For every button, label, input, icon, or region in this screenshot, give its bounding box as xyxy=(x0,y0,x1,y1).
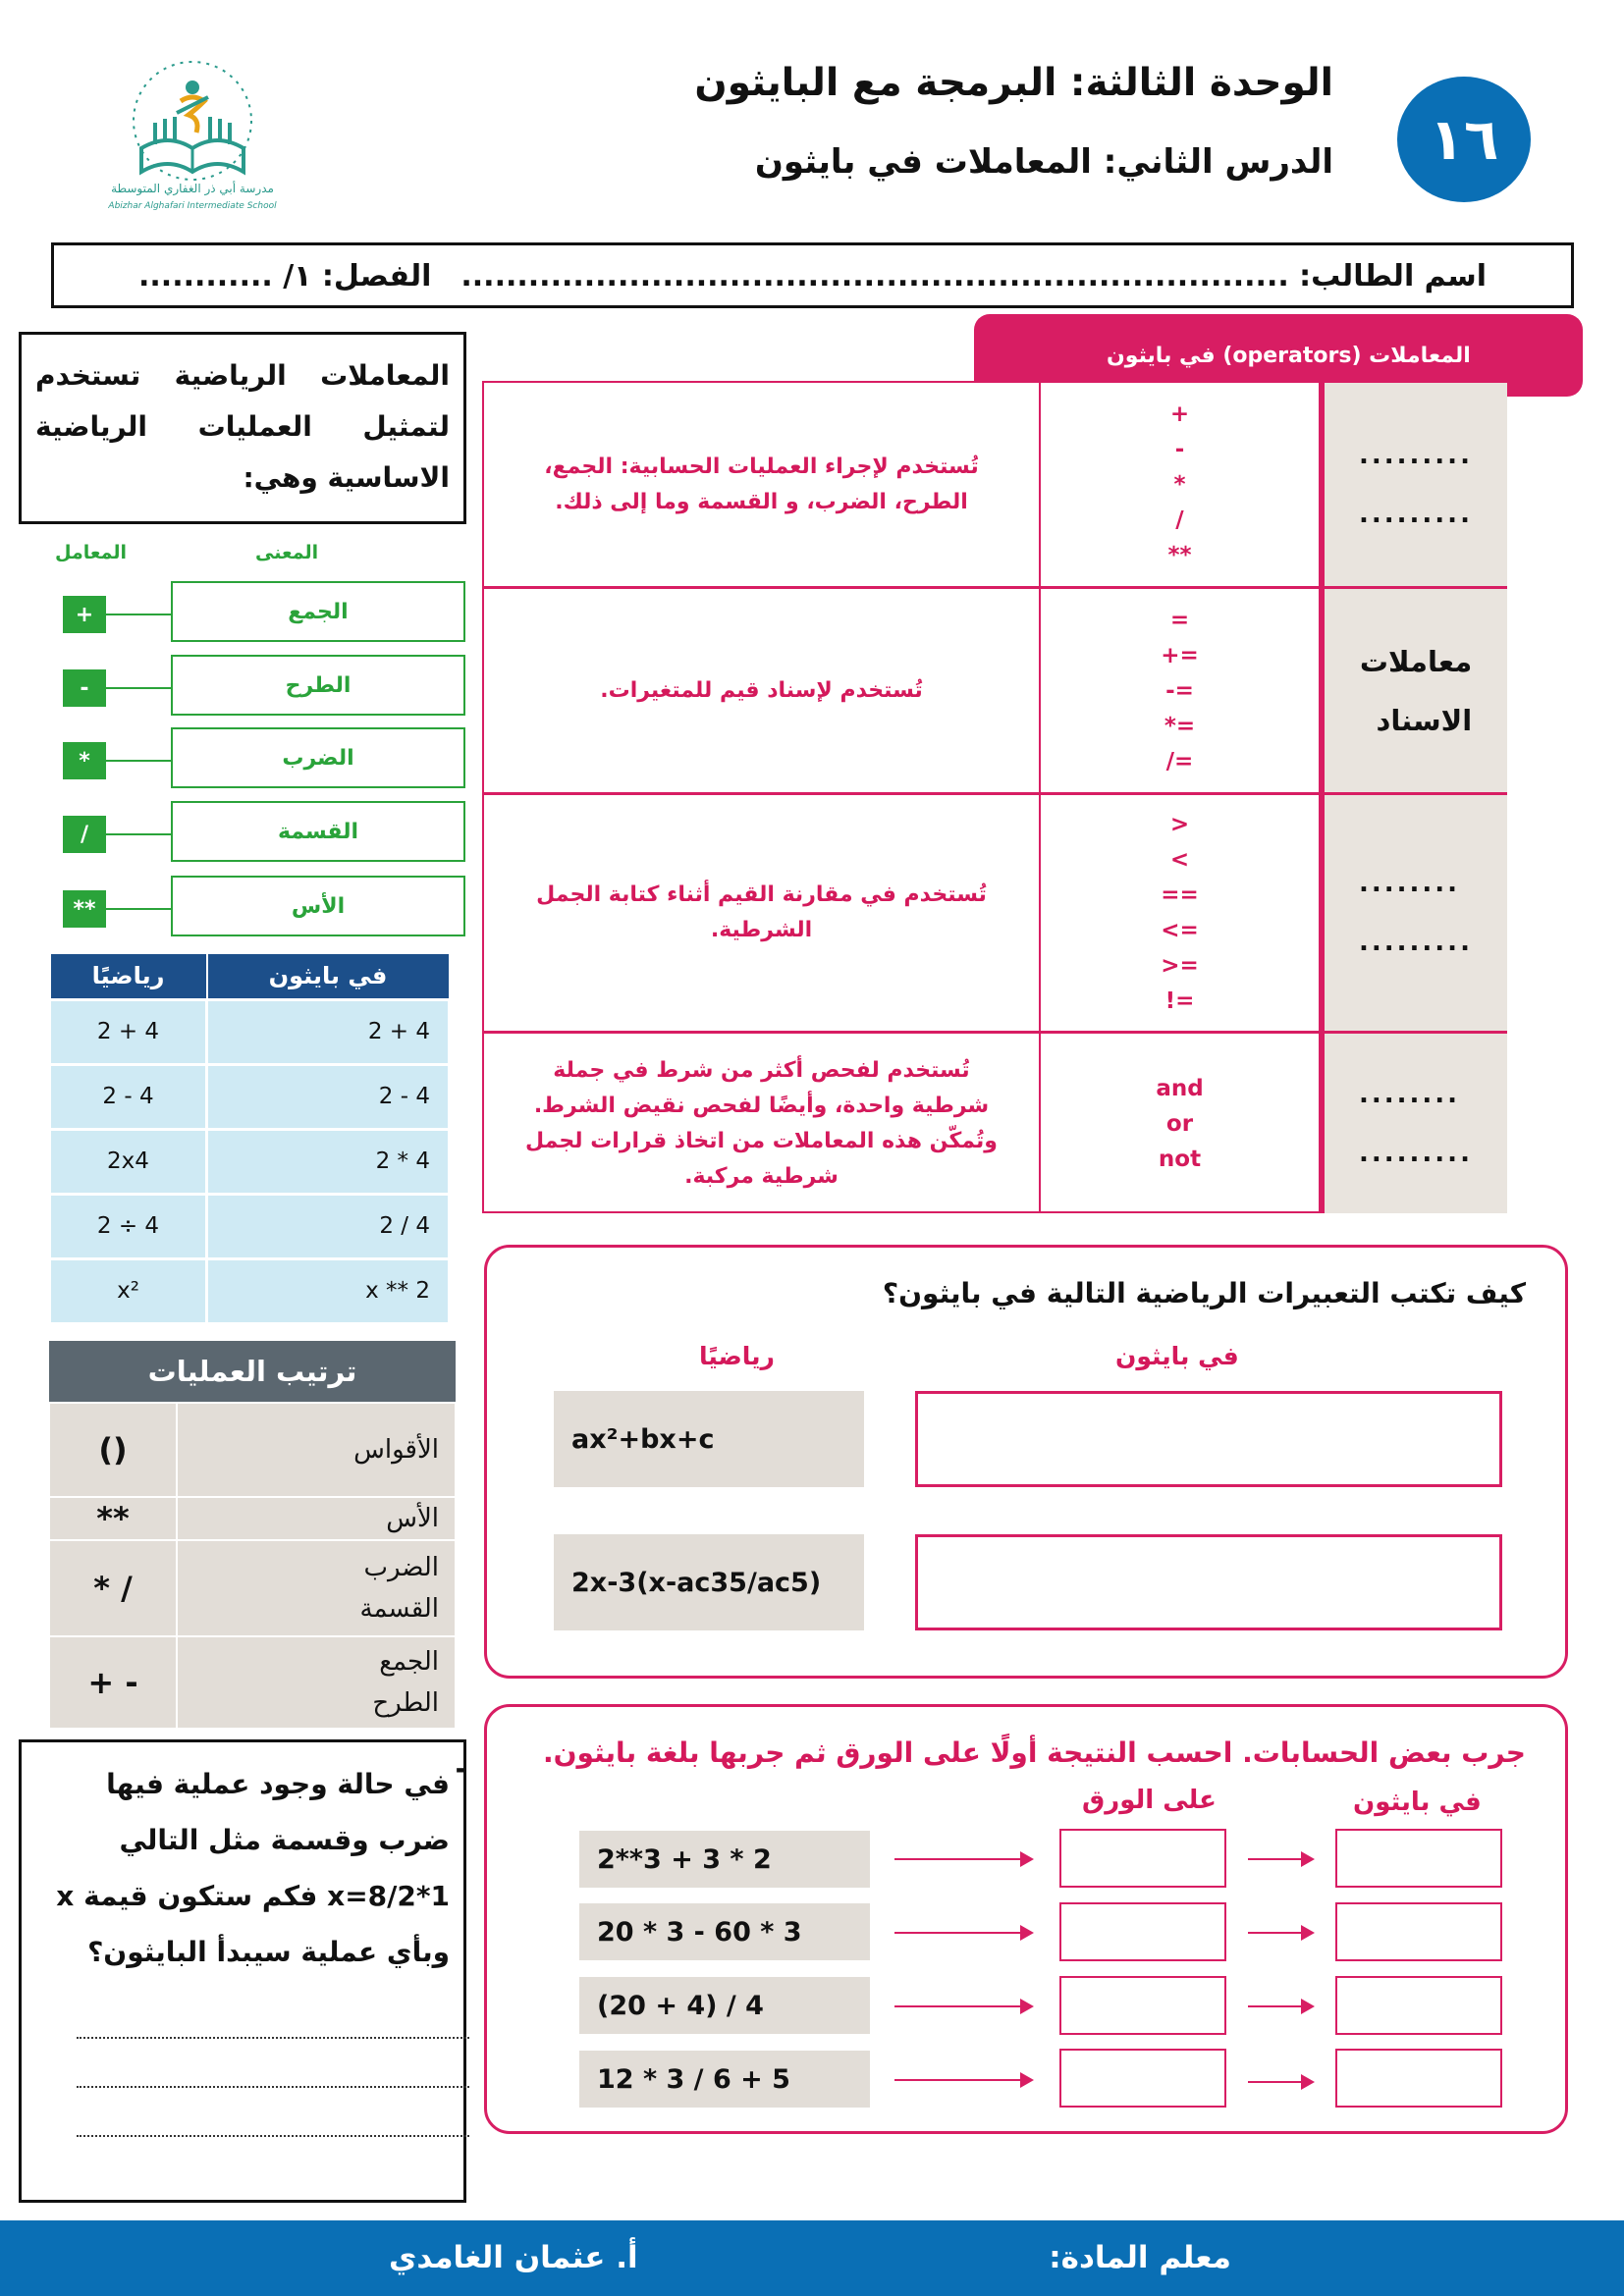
symbol: + xyxy=(1169,400,1190,427)
right-arrow-icon xyxy=(894,2005,1032,2007)
python-answer-box[interactable] xyxy=(1335,1902,1502,1961)
symbol: > xyxy=(1169,812,1190,837)
calculation-expression: (20 + 4) / 4 xyxy=(579,1977,870,2034)
order-of-operations-table xyxy=(48,1341,457,1730)
operator-symbols xyxy=(1039,1034,1319,1213)
arith-item xyxy=(63,727,465,788)
expressions-section xyxy=(484,1245,1568,1679)
operator-type-blank[interactable]: ........ ......... xyxy=(1319,1034,1507,1213)
expressions-title: كيف تكتب التعبيرات الرياضية التالية في بايثون؟ xyxy=(882,1277,1526,1309)
order-symbol: + - xyxy=(49,1636,177,1729)
logo-emblem-icon xyxy=(94,54,291,221)
right-arrow-icon xyxy=(1248,2005,1313,2007)
footer-bar xyxy=(0,2220,1624,2296)
math-cell: 2 + 4 xyxy=(50,999,207,1064)
symbol: = xyxy=(1169,607,1190,633)
symbol: != xyxy=(1164,988,1195,1014)
order-title: ترتيب العمليات xyxy=(49,1341,456,1403)
arith-item xyxy=(63,655,465,716)
symbol: < xyxy=(1169,847,1190,873)
teacher-label: معلم المادة: xyxy=(1049,2240,1231,2275)
operator-description: تُستخدم لإجراء العمليات الحسابية: الجمع، الطرح، الضرب، و القسمة وما إلى ذلك. xyxy=(544,454,979,514)
answer-line[interactable] xyxy=(77,2037,469,2039)
operator-description: تُستخدم في مقارنة القيم أثناء كتابة الجمل الشرطية. xyxy=(536,882,987,942)
symbol: not xyxy=(1158,1146,1202,1172)
python-cell: 2 * 4 xyxy=(207,1129,450,1194)
table-row xyxy=(49,1497,456,1540)
paper-column-header: على الورق xyxy=(1082,1786,1217,1815)
python-cell: 2 + 4 xyxy=(207,999,450,1064)
class-field[interactable]: الفصل: ١/ ............ xyxy=(138,259,432,294)
symbol: <= xyxy=(1161,918,1199,943)
table-row xyxy=(50,1064,450,1129)
lesson-number-badge: ١٦ xyxy=(1397,77,1531,202)
operator-description: تُستخدم لإسناد قيم للمتغيرات. xyxy=(600,677,923,703)
math-cell: 2x4 xyxy=(50,1129,207,1194)
symbol: += xyxy=(1161,642,1199,668)
connector-line xyxy=(106,687,171,689)
operators-table xyxy=(482,381,1507,1213)
symbol: *= xyxy=(1164,713,1196,739)
unit-title: الوحدة الثالثة: البرمجة مع البايثون xyxy=(694,61,1333,105)
order-name: الأقواس xyxy=(177,1403,456,1497)
python-cell: 2 / 4 xyxy=(207,1194,450,1258)
python-answer-box[interactable] xyxy=(915,1534,1502,1630)
operator-symbols xyxy=(1039,589,1319,792)
operator-meaning: الجمع xyxy=(171,581,465,642)
operator-meaning: الضرب xyxy=(171,727,465,788)
order-name: الضرب القسمة xyxy=(177,1540,456,1636)
definition-box: المعاملات الرياضية تستخدم لتمثيل العمليات الرياضية الاساسية وهي: xyxy=(19,332,466,524)
right-arrow-icon xyxy=(1248,1932,1313,1934)
paper-answer-box[interactable] xyxy=(1059,1902,1226,1961)
symbol: and xyxy=(1156,1075,1204,1101)
right-arrow-icon xyxy=(894,2079,1032,2081)
math-expression: 2x-3(x-ac35/ac5) xyxy=(554,1534,864,1630)
math-cell: 2 ÷ 4 xyxy=(50,1194,207,1258)
symbol: ** xyxy=(1167,542,1192,568)
math-cell: x² xyxy=(50,1258,207,1323)
calculation-expression: 20 * 3 - 60 * 3 xyxy=(579,1903,870,1960)
operator-symbol: / xyxy=(63,816,106,853)
right-arrow-icon xyxy=(894,1932,1032,1934)
python-answer-box[interactable] xyxy=(1335,1976,1502,2035)
paper-answer-box[interactable] xyxy=(1059,2049,1226,2108)
arith-item xyxy=(63,581,465,642)
paper-answer-box[interactable] xyxy=(1059,1829,1226,1888)
python-answer-box[interactable] xyxy=(915,1391,1502,1487)
operator-meaning: الطرح xyxy=(171,655,465,716)
operator-meaning: القسمة xyxy=(171,801,465,862)
connector-line xyxy=(106,760,171,762)
math-cell: 2 - 4 xyxy=(50,1064,207,1129)
operator-type-blank[interactable]: ........ ......... xyxy=(1319,795,1507,1031)
student-name-field[interactable]: اسم الطالب: .......................................................................... xyxy=(460,259,1487,294)
table-row xyxy=(50,1129,450,1194)
order-symbol: * / xyxy=(49,1540,177,1636)
math-header: رياضيًا xyxy=(50,953,207,999)
answer-line[interactable] xyxy=(77,2086,469,2088)
answer-line[interactable] xyxy=(77,2135,469,2137)
question-box xyxy=(19,1739,466,2203)
student-info-box xyxy=(51,242,1574,308)
operator-symbol: ** xyxy=(63,890,106,928)
connector-line xyxy=(106,908,171,910)
question-dash: - xyxy=(455,1752,467,1787)
lesson-title: الدرس الثاني: المعاملات في بايثون xyxy=(754,142,1333,182)
paper-answer-box[interactable] xyxy=(1059,1976,1226,2035)
operator-description: تُستخدم لفحص أكثر من شرط في جملة شرطية واحدة، وأيضًا لفحص نقيض الشرط. وتُمكّن هذه المعاملات من اتخاذ قرارات لجمل شرطية مركبة. xyxy=(525,1057,998,1189)
school-name-en: Abizhar Alghafari Intermediate School xyxy=(108,201,277,211)
symbol: or xyxy=(1165,1110,1194,1137)
operator-symbols xyxy=(1039,795,1319,1031)
python-cell: 2 - 4 xyxy=(207,1064,450,1129)
table-row xyxy=(49,1636,456,1729)
operators-tab-title: المعاملات (operators) في بايثون xyxy=(1107,343,1471,368)
table-row xyxy=(49,1403,456,1497)
calculation-expression: 12 * 3 / 6 + 5 xyxy=(579,2051,870,2108)
school-name-ar: مدرسة أبي ذر الغفاري المتوسطة xyxy=(111,182,274,195)
question-text: في حالة وجود عملية فيها ضرب وقسمة مثل التالي x=8/2*1 فكم ستكون قيمة x وبأي عملية سيبدأ البايثون؟ xyxy=(56,1768,450,1968)
operator-symbol: + xyxy=(63,596,106,633)
python-column-header: في بايثون xyxy=(1353,1788,1482,1817)
arith-item xyxy=(63,876,465,936)
symbol: * xyxy=(1173,471,1186,498)
symbol: -= xyxy=(1165,677,1194,704)
meaning-header: المعنى xyxy=(255,542,319,563)
calculation-expression: 2**3 + 3 * 2 xyxy=(579,1831,870,1888)
python-header: في بايثون xyxy=(207,953,450,999)
operator-symbol: - xyxy=(63,669,106,707)
right-arrow-icon xyxy=(1248,2081,1313,2083)
operator-type-blank[interactable]: ......... ......... xyxy=(1319,383,1507,586)
order-name: الأس xyxy=(177,1497,456,1540)
right-arrow-icon xyxy=(1248,1858,1313,1860)
python-answer-box[interactable] xyxy=(1335,1829,1502,1888)
python-vs-math-table xyxy=(48,952,451,1325)
calculations-title: جرب بعض الحسابات. احسب النتيجة أولًا على الورق ثم جربها بلغة بايثون. xyxy=(543,1736,1526,1769)
connector-line xyxy=(106,833,171,835)
order-symbol: ** xyxy=(49,1497,177,1540)
teacher-name: أ. عثمان الغامدي xyxy=(389,2240,638,2275)
school-logo xyxy=(94,54,291,221)
operator-symbol: * xyxy=(63,742,106,779)
arith-item xyxy=(63,801,465,862)
operator-type-name: معاملات الاسناد xyxy=(1319,589,1507,792)
table-row xyxy=(50,1258,450,1323)
symbol: /= xyxy=(1165,748,1194,774)
python-cell: x ** 2 xyxy=(207,1258,450,1323)
order-name: الجمع الطرح xyxy=(177,1636,456,1729)
symbol: >= xyxy=(1161,953,1199,979)
symbol: == xyxy=(1161,882,1199,908)
right-arrow-icon xyxy=(894,1858,1032,1860)
python-column-header: في بايثون xyxy=(1115,1342,1239,1370)
operator-symbols xyxy=(1039,383,1319,586)
operator-meaning: الأس xyxy=(171,876,465,936)
table-row xyxy=(49,1540,456,1636)
math-column-header: رياضيًا xyxy=(699,1342,775,1370)
operator-header: المعامل xyxy=(55,542,127,563)
table-row xyxy=(50,1194,450,1258)
symbol: / xyxy=(1175,507,1184,533)
math-expression: ax²+bx+c xyxy=(554,1391,864,1487)
order-symbol: () xyxy=(49,1403,177,1497)
table-row xyxy=(50,999,450,1064)
calculations-section xyxy=(484,1704,1568,2134)
connector-line xyxy=(106,614,171,615)
python-answer-box[interactable] xyxy=(1335,2049,1502,2108)
symbol: - xyxy=(1174,436,1185,462)
